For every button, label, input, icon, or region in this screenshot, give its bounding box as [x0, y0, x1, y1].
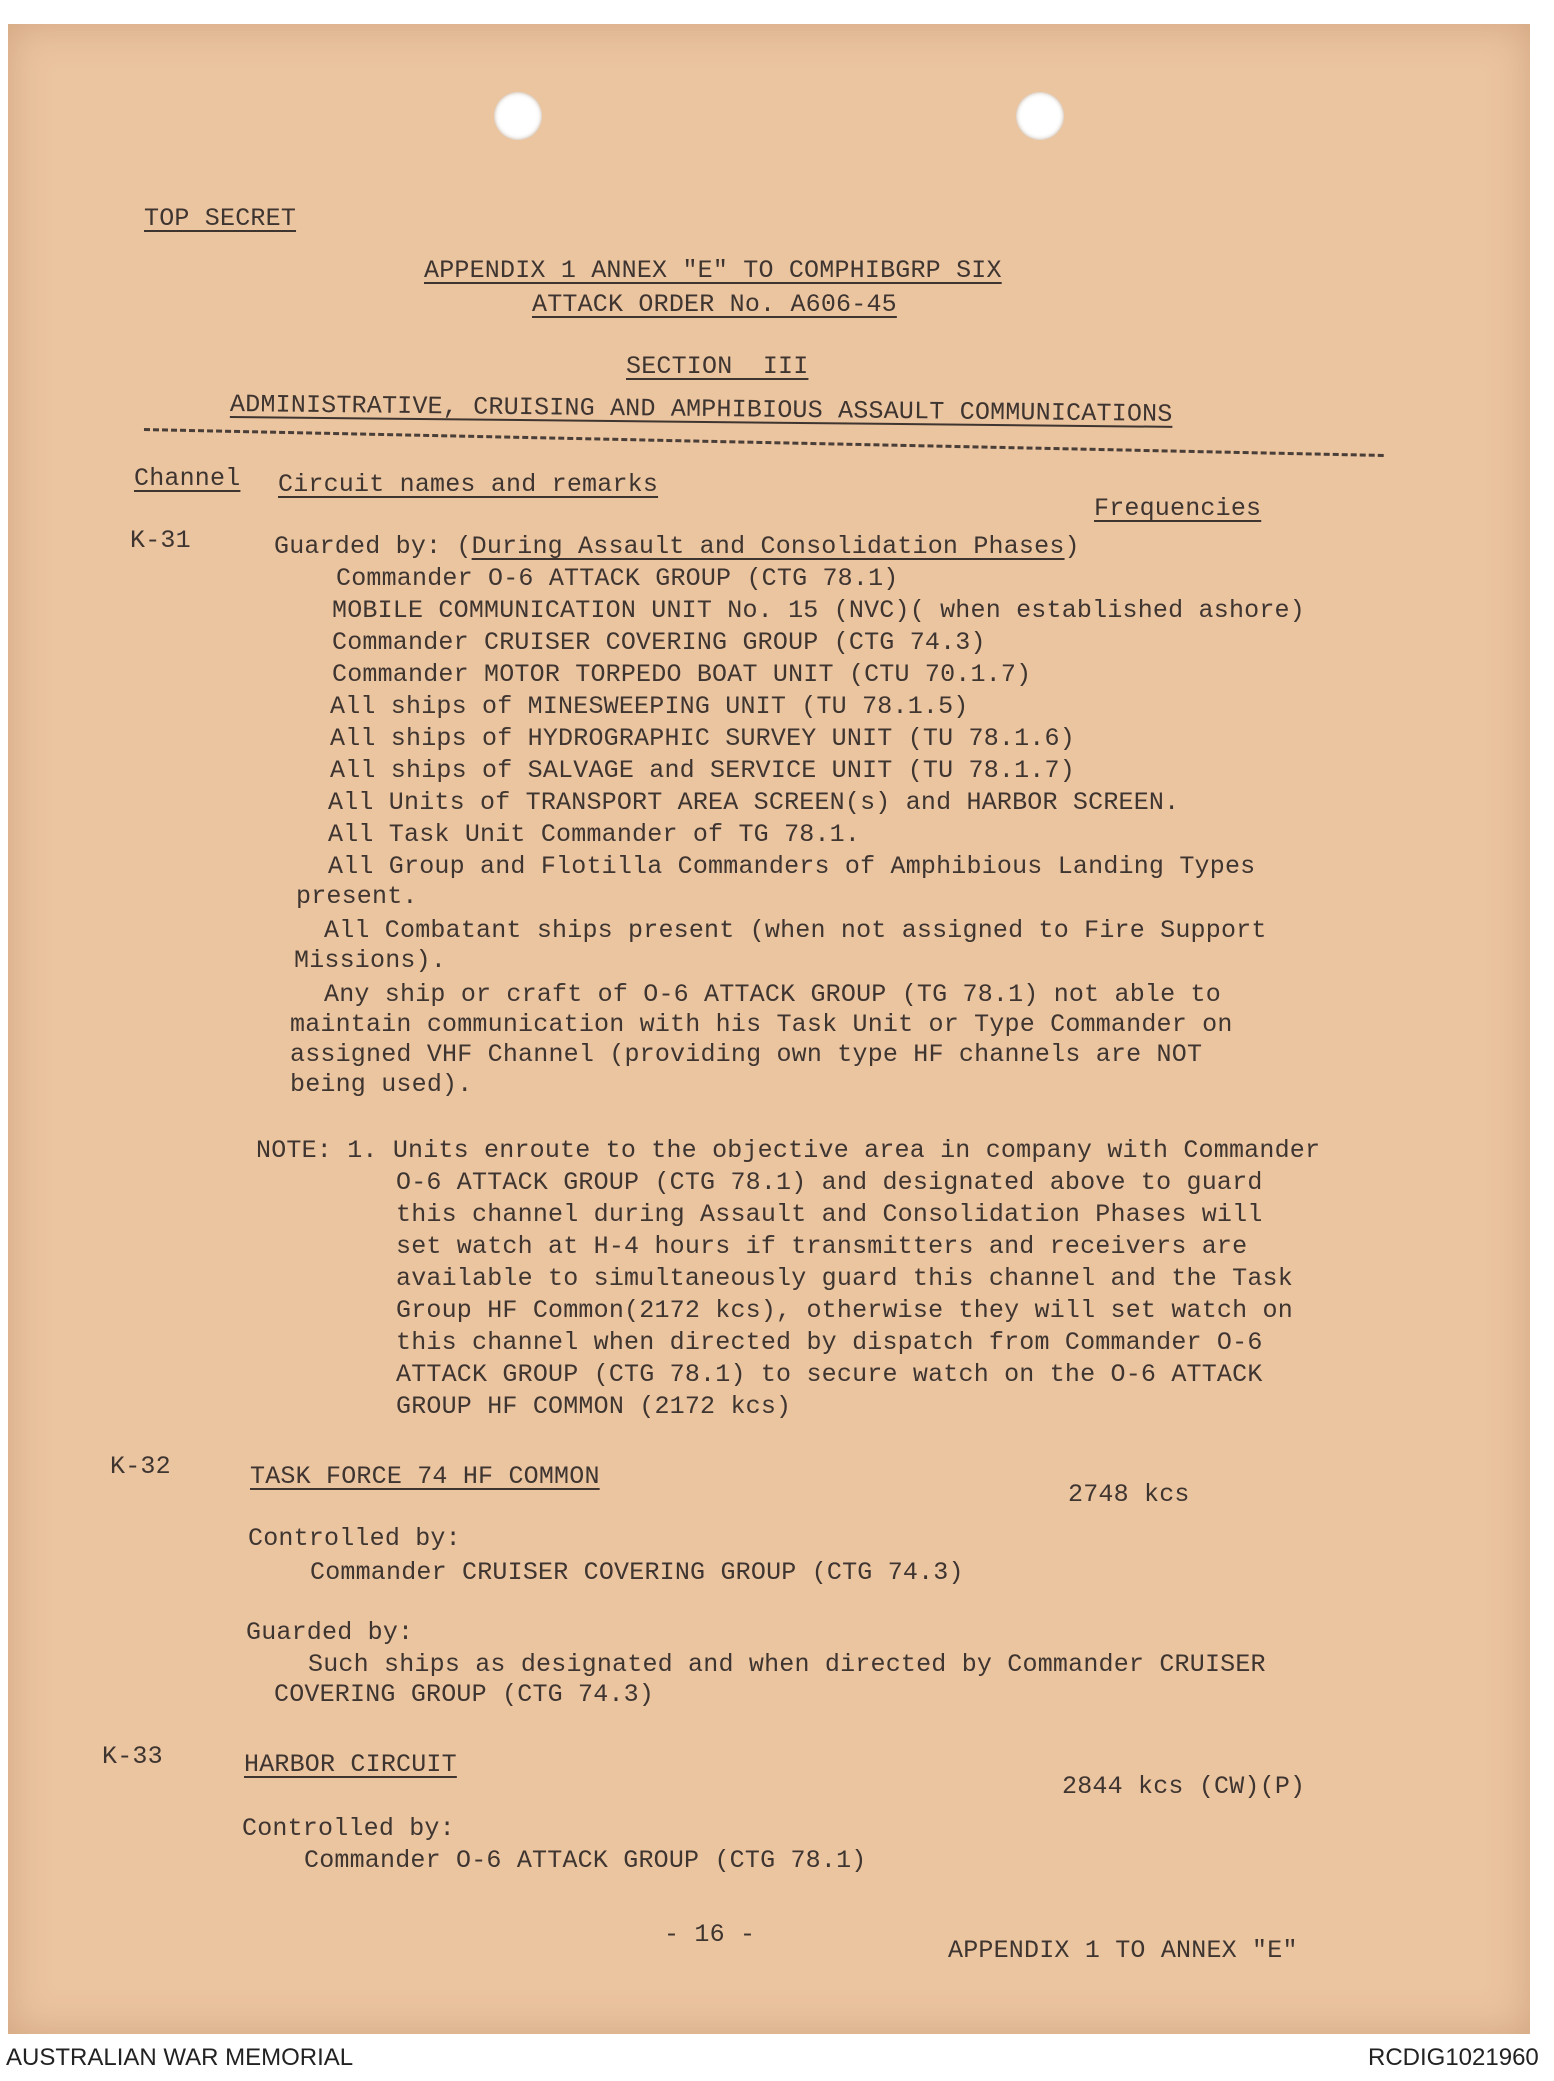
punch-hole: [1016, 92, 1064, 140]
column-header-frequencies: Frequencies: [1094, 494, 1262, 523]
k32-controlled-label: Controlled by:: [248, 1524, 461, 1553]
punch-hole: [494, 92, 542, 140]
k32-controlled-by: Commander CRUISER COVERING GROUP (CTG 74.3): [310, 1558, 964, 1587]
k33-circuit-name: HARBOR CIRCUIT: [244, 1750, 457, 1779]
note-line: this channel during Assault and Consolidation Phases will: [396, 1200, 1263, 1229]
k32-circuit-name: TASK FORCE 74 HF COMMON: [250, 1462, 600, 1491]
column-header-circuit: Circuit names and remarks: [278, 470, 659, 499]
k32-guarded-by: Such ships as designated and when directed by Commander CRUISER: [308, 1650, 1266, 1679]
k32-guarded-label: Guarded by:: [246, 1618, 414, 1647]
list-item: All Combatant ships present (when not assigned to Fire Support: [324, 916, 1267, 945]
k33-controlled-by: Commander O-6 ATTACK GROUP (CTG 78.1): [304, 1846, 867, 1875]
k32-frequency: 2748 kcs: [1068, 1480, 1190, 1509]
channel-k33: K-33: [102, 1742, 163, 1771]
k32-guarded-by-cont: COVERING GROUP (CTG 74.3): [274, 1680, 655, 1709]
list-item: MOBILE COMMUNICATION UNIT No. 15 (NVC)( when established ashore): [332, 596, 1305, 625]
list-item: Missions).: [294, 946, 447, 975]
channel-k31: K-31: [130, 526, 191, 555]
k33-controlled-label: Controlled by:: [242, 1814, 455, 1843]
classification-marking: TOP SECRET: [144, 204, 297, 233]
appendix-title: APPENDIX 1 ANNEX "E" TO COMPHIBGRP SIX: [424, 256, 1002, 285]
list-item: assigned VHF Channel (providing own type HF channels are NOT: [290, 1040, 1203, 1069]
page-number: - 16 -: [664, 1920, 756, 1949]
k33-frequency: 2844 kcs (CW)(P): [1062, 1772, 1306, 1801]
list-item: present.: [296, 882, 418, 911]
appendix-reference: APPENDIX 1 TO ANNEX "E": [948, 1936, 1298, 1965]
note-line: ATTACK GROUP (CTG 78.1) to secure watch on the O-6 ATTACK: [396, 1360, 1263, 1389]
note-line: this channel when directed by dispatch from Commander O-6: [396, 1328, 1263, 1357]
note-line: GROUP HF COMMON (2172 kcs): [396, 1392, 792, 1421]
list-item: Commander MOTOR TORPEDO BOAT UNIT (CTU 70.1.7): [332, 660, 1032, 689]
document-page: [8, 24, 1530, 2034]
list-item: All Units of TRANSPORT AREA SCREEN(s) and HARBOR SCREEN.: [328, 788, 1180, 817]
column-header-channel: Channel: [134, 464, 241, 493]
archive-source: AUSTRALIAN WAR MEMORIAL: [6, 2044, 354, 2071]
note-line: O-6 ATTACK GROUP (CTG 78.1) and designated above to guard: [396, 1168, 1263, 1197]
note-line: set watch at H-4 hours if transmitters and receivers are: [396, 1232, 1248, 1261]
list-item: maintain communication with his Task Unit or Type Commander on: [290, 1010, 1233, 1039]
list-item: All ships of SALVAGE and SERVICE UNIT (TU 78.1.7): [330, 756, 1075, 785]
section-title: ADMINISTRATIVE, CRUISING AND AMPHIBIOUS ASSAULT COMMUNICATIONS: [229, 390, 1173, 429]
list-item: Commander O-6 ATTACK GROUP (CTG 78.1): [336, 564, 899, 593]
note-line: available to simultaneously guard this channel and the Task: [396, 1264, 1293, 1293]
list-item: being used).: [290, 1070, 473, 1099]
list-item: All Group and Flotilla Commanders of Amphibious Landing Types: [328, 852, 1256, 881]
attack-order-title: ATTACK ORDER No. A606-45: [532, 290, 897, 319]
note-line: NOTE: 1. Units enroute to the objective area in company with Commander: [256, 1136, 1321, 1165]
list-item: Any ship or craft of O-6 ATTACK GROUP (TG 78.1) not able to: [324, 980, 1221, 1009]
dashed-divider: [144, 428, 1384, 457]
list-item: All ships of HYDROGRAPHIC SURVEY UNIT (TU 78.1.6): [330, 724, 1075, 753]
archive-id: RCDIG1021960: [1368, 2044, 1539, 2071]
channel-k32: K-32: [110, 1452, 171, 1481]
list-item: All ships of MINESWEEPING UNIT (TU 78.1.5): [330, 692, 969, 721]
section-number: SECTION III: [626, 352, 809, 381]
k31-guarded-heading: Guarded by: (During Assault and Consolidation Phases): [274, 532, 1080, 561]
list-item: All Task Unit Commander of TG 78.1.: [328, 820, 861, 849]
note-line: Group HF Common(2172 kcs), otherwise they will set watch on: [396, 1296, 1293, 1325]
list-item: Commander CRUISER COVERING GROUP (CTG 74.3): [332, 628, 986, 657]
